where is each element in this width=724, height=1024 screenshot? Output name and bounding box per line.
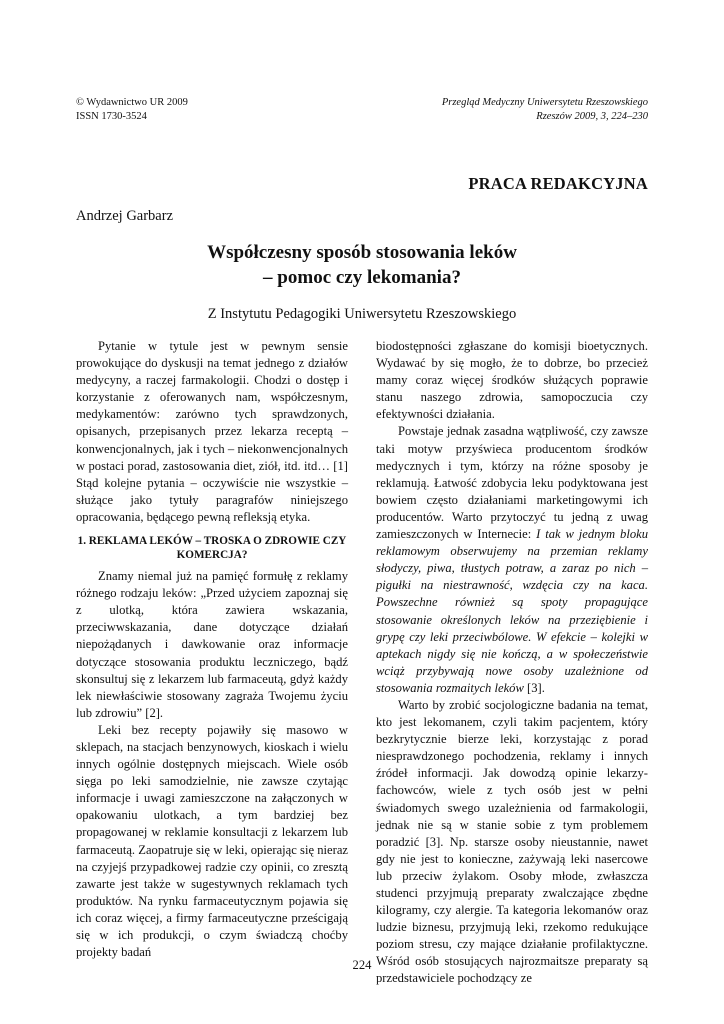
title-line-1: Współczesny sposób stosowania leków: [207, 242, 517, 263]
body-paragraph: Znamy niemal już na pamięć formułę z reklamy różnego rodzaju leków: „Przed użyciem zapoznaj się z ulotką, która zawiera wskazania, przeciwwskazania, dane dotyczące działań niepożądanych i dawkowanie oraz informacje dotyczące stosowania produktu leczniczego, bądź skonsultuj się z lekarzem lub farmaceutą, gdyż każdy lek niewłaściwie stosowany zagraża Twojemu życiu lub zdrowiu” [2].: [76, 569, 348, 720]
title-line-2: – pomoc czy lekomania?: [263, 267, 461, 288]
section-label: PRACA REDAKCYJNA: [468, 174, 648, 193]
body-paragraph: [376, 423, 648, 697]
body-text: Powstaje jednak zasadna wątpliwość, czy zawsze taki motyw przyświeca producentom środków medycznych i tym, którzy na różne sposoby je reklamują. Łatwość zdobycia leku podyktowana jest bowiem często działaniami marketingowymi ich producentów. Warto przytoczyć tu jedną z uwag zamieszczonych w Internecie:: [376, 424, 648, 542]
article-title: [0, 240, 724, 290]
section-heading: 1. REKLAMA LEKÓW – TROSKA O ZDROWIE CZY KOMERCJA?: [77, 535, 347, 562]
right-column: [376, 338, 648, 988]
affiliation: Z Instytutu Pedagogiki Uniwersytetu Rzeszowskiego: [207, 306, 517, 322]
citation-ref: [3].: [523, 680, 545, 695]
body-paragraph-continued: biodostępności zgłaszane do komisji bioetycznych. Wydawać by się mogło, że to dobrze, bo przecież mamy coraz więcej środków służących poprawie stanu naszego zdrowia, samopoczucia czy efektywności działania.: [376, 339, 648, 422]
journal-name: Przegląd Medyczny Uniwersytetu Rzeszowskiego: [441, 97, 648, 108]
copyright-line: © Wydawnictwo UR 2009: [76, 97, 188, 108]
quoted-text: I tak w jednym bloku reklamowym obserwujemy na przemian reklamy słodyczy, piwa, tłustych potraw, a zaraz po nich – pigułki na niestrawność, wzdęcia czy na kaca. Powszechne również są spoty propagujące stosowanie określonych leków na przeziębienie i grypę czy leki przeciwbólowe. W efekcie – kolejki w aptekach nigdy się nie kończą, a w społeczeństwie wciąż przybywają nowe osoby uzależnione od stosowania rozmaitych leków: [376, 527, 649, 695]
journal-publisher-info: [76, 96, 188, 124]
page-number: 224: [352, 958, 372, 972]
journal-citation: [442, 96, 648, 124]
intro-paragraph: Pytanie w tytule jest w pewnym sensie prowokujące do dyskusji na temat jednego z działów medycyny, a raczej farmakologii. Chodzi o dostęp i korzystanie z oferowanych nam, współczesnym, medykamentów: zarówno tych sprawdzonych, opisanych, przepisanych przez lekarza receptą – konwencjonalnych, jak i tych – niekonwencjonalnych w postaci porad, zastosowania diet, ziół, itd. itd… [1] Stąd kolejne pytania – oczywiście nie wszystkie – służące jako tytuły paragrafów niniejszego opracowania, będącego pewną refleksją etyka.: [76, 339, 348, 524]
journal-issue: Rzeszów 2009, 3, 224–230: [536, 111, 648, 122]
body-paragraph: Leki bez recepty pojawiły się masowo w sklepach, na stacjach benzynowych, kioskach i wielu innych ogólnie dostępnych miejscach. Wiele osób sięga po leki samodzielnie, nie zawsze czytając informacje i uwagi zamieszczone na załączonych w opakowaniu ulotkach, a tym bardziej bez propagowanej w reklamie konsultacji z lekarzem lub farmaceutą. Zaopatruje się w leki, opierając się nieraz na czyjejś przypadkowej radzie czy opinii, co zresztą zawarte jest także w sugestywnych reklamach tych produktów. Na rynku farmaceutycznym pojawia się ich coraz więcej, a firmy farmaceutyczne prześcigają się w ich produkcji, o czym świadczą choćby projekty badań: [76, 722, 348, 960]
left-column: [76, 338, 348, 961]
issn-line: ISSN 1730-3524: [76, 111, 147, 122]
author-name: Andrzej Garbarz: [76, 208, 174, 224]
body-paragraph: Warto by zrobić socjologiczne badania na temat, kto jest lekomanem, czyli takim pacjentem, który bezkrytycznie bierze leki, korzystając z porad niesprawdzonego pochodzenia, reklamy i innych źródeł informacji. Jak dowodzą opinie lekarzy-fachowców, wiele z tych osób jest w pełni świadomych swego uzależnienia od farmakologii, jednak nie są w stanie sobie z tym problemem poradzić [3]. Np. starsze osoby nieustannie, nawet gdy nie jest to konieczne, zażywają leki nasercowe lub przeciw żylakom. Osoby młode, zwłaszcza studenci przyjmują preparaty zwalczające zbędne kilogramy, czy alergie. Ta kategoria lekomanów oraz ludzie biznesu, przyjmują leki, rzekomo redukujące poziom stresu, czy mające działanie profilaktyczne. Wśród osób stosujących najrozmaitsze preparaty są przedstawiciele pochodzący ze: [376, 697, 648, 986]
